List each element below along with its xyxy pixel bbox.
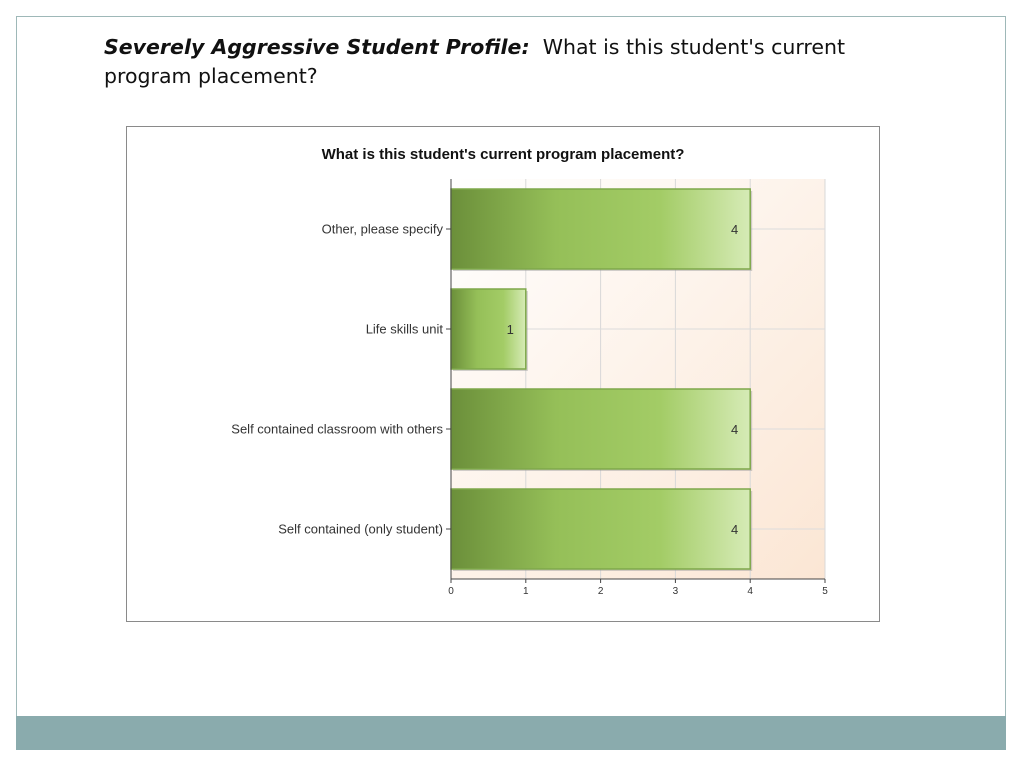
category-label: Life skills unit <box>365 321 443 337</box>
chart-title: What is this student's current program placement? <box>321 146 685 163</box>
x-tick-label: 2 <box>597 586 604 597</box>
x-tick-label: 5 <box>822 586 828 597</box>
category-label: Self contained (only student) <box>278 521 443 537</box>
bar-value-label: 4 <box>730 222 739 237</box>
bar-chart-svg <box>127 127 879 621</box>
bar-chart <box>126 126 880 622</box>
x-tick-label: 0 <box>448 586 454 597</box>
footer-bar <box>16 716 1006 750</box>
bar <box>451 189 750 269</box>
bar <box>451 489 750 569</box>
x-tick-label: 1 <box>523 586 529 597</box>
x-tick-label: 3 <box>672 586 679 597</box>
category-label: Other, please specify <box>321 221 443 237</box>
slide-title <box>104 33 924 91</box>
slide-title-lead: Severely Aggressive Student Profile: <box>104 35 530 59</box>
slide-title-question: What is this student's current program placement? <box>104 35 846 88</box>
category-label: Self contained classroom with others <box>231 421 443 437</box>
bar <box>451 389 750 469</box>
bar-value-label: 1 <box>506 322 514 337</box>
bar-value-label: 4 <box>730 522 739 537</box>
bar-value-label: 4 <box>730 422 739 437</box>
x-tick-label: 4 <box>747 586 753 597</box>
bar <box>451 289 526 369</box>
